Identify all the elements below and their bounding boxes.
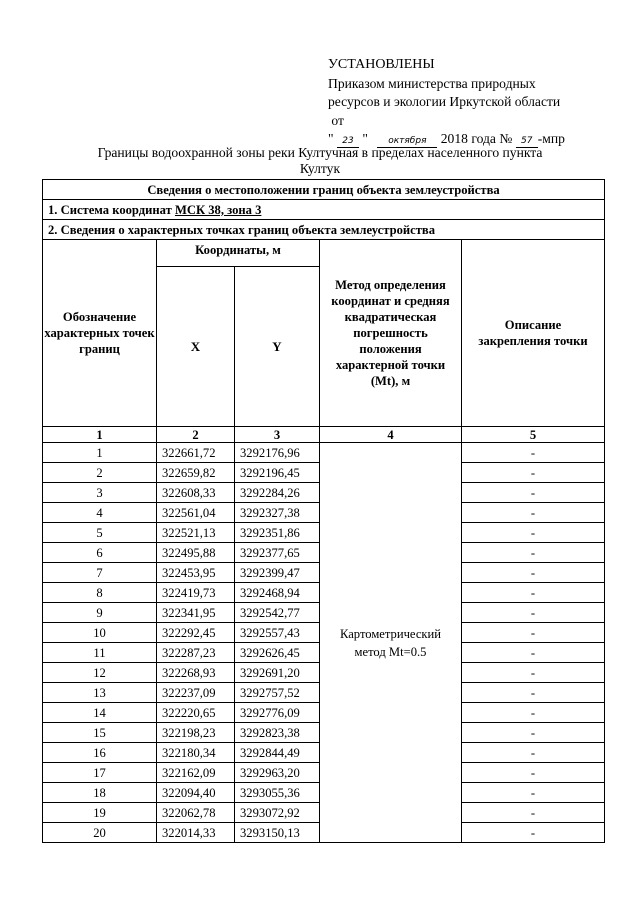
point-number: 7 bbox=[43, 563, 157, 583]
coordinate-x: 322062,78 bbox=[157, 803, 235, 823]
date-close-quote: " bbox=[362, 131, 368, 146]
document-title-line-1: Границы водоохранной зоны реки Култучная в пределах населенного пункта bbox=[97, 145, 543, 160]
coordinate-x: 322495,88 bbox=[157, 543, 235, 563]
point-description: - bbox=[462, 783, 605, 803]
document-title-line-2: Култук bbox=[299, 161, 341, 176]
point-number: 17 bbox=[43, 763, 157, 783]
coordinate-y: 3293072,92 bbox=[235, 803, 320, 823]
coordinate-y: 3292351,86 bbox=[235, 523, 320, 543]
table-row bbox=[43, 443, 605, 463]
point-number: 1 bbox=[43, 443, 157, 463]
point-description: - bbox=[462, 623, 605, 643]
section-1-coordinate-system bbox=[43, 200, 605, 220]
method-cell bbox=[320, 443, 462, 843]
point-number: 14 bbox=[43, 703, 157, 723]
point-number: 6 bbox=[43, 543, 157, 563]
coordinate-y: 3292284,26 bbox=[235, 483, 320, 503]
document-title bbox=[40, 145, 600, 177]
approval-line-2: ресурсов и экологии Иркутской области bbox=[328, 94, 561, 109]
coordinate-y: 3292377,65 bbox=[235, 543, 320, 563]
coordinate-y: 3292542,77 bbox=[235, 603, 320, 623]
point-number: 9 bbox=[43, 603, 157, 623]
point-description: - bbox=[462, 643, 605, 663]
column-number: 4 bbox=[320, 427, 462, 443]
coordinate-x: 322521,13 bbox=[157, 523, 235, 543]
header-description: Описание закрепления точки bbox=[462, 240, 605, 427]
coordinate-x: 322094,40 bbox=[157, 783, 235, 803]
section-main-title: Сведения о местоположении границ объекта землеустройства bbox=[43, 180, 605, 200]
approval-block bbox=[328, 56, 628, 149]
handwritten-month: октября bbox=[377, 135, 437, 148]
coordinate-y: 3292557,43 bbox=[235, 623, 320, 643]
point-number: 8 bbox=[43, 583, 157, 603]
point-description: - bbox=[462, 663, 605, 683]
coordinate-x: 322268,93 bbox=[157, 663, 235, 683]
coordinate-y: 3292844,49 bbox=[235, 743, 320, 763]
coordinate-x: 322419,73 bbox=[157, 583, 235, 603]
method-value-line-1: Картометрический bbox=[339, 626, 442, 641]
coordinate-y: 3292963,20 bbox=[235, 763, 320, 783]
header-x: X bbox=[157, 267, 235, 427]
header-y: Y bbox=[235, 267, 320, 427]
coordinate-x: 322014,33 bbox=[157, 823, 235, 843]
coordinate-x: 322220,65 bbox=[157, 703, 235, 723]
date-year-text: 2018 года № bbox=[440, 131, 513, 146]
point-description: - bbox=[462, 743, 605, 763]
coordinate-x: 322561,04 bbox=[157, 503, 235, 523]
point-description: - bbox=[462, 683, 605, 703]
coordinate-y: 3292468,94 bbox=[235, 583, 320, 603]
coordinate-y: 3292757,52 bbox=[235, 683, 320, 703]
point-number: 3 bbox=[43, 483, 157, 503]
coordinate-x: 322341,95 bbox=[157, 603, 235, 623]
point-description: - bbox=[462, 483, 605, 503]
point-description: - bbox=[462, 583, 605, 603]
date-open-quote: " bbox=[328, 131, 334, 146]
point-description: - bbox=[462, 603, 605, 623]
column-number: 1 bbox=[43, 427, 157, 443]
point-number: 11 bbox=[43, 643, 157, 663]
header-method: Метод определения координат и средняя квадратическая погрешность положения характерной точки (Mt), м bbox=[320, 240, 462, 427]
point-description: - bbox=[462, 723, 605, 743]
point-number: 18 bbox=[43, 783, 157, 803]
point-number: 16 bbox=[43, 743, 157, 763]
coordinate-y: 3292196,45 bbox=[235, 463, 320, 483]
coordinate-x: 322292,45 bbox=[157, 623, 235, 643]
point-description: - bbox=[462, 763, 605, 783]
point-number: 12 bbox=[43, 663, 157, 683]
coordinate-y: 3292399,47 bbox=[235, 563, 320, 583]
coordinate-y: 3293055,36 bbox=[235, 783, 320, 803]
point-description: - bbox=[462, 823, 605, 843]
coordinate-y: 3292691,20 bbox=[235, 663, 320, 683]
coordinate-y: 3292776,09 bbox=[235, 703, 320, 723]
point-description: - bbox=[462, 563, 605, 583]
handwritten-day: 23 bbox=[337, 135, 359, 148]
handwritten-number: 57 bbox=[516, 135, 538, 148]
point-number: 2 bbox=[43, 463, 157, 483]
point-number: 4 bbox=[43, 503, 157, 523]
coordinate-x: 322661,72 bbox=[157, 443, 235, 463]
coordinate-x: 322180,34 bbox=[157, 743, 235, 763]
point-description: - bbox=[462, 463, 605, 483]
coordinate-y: 3293150,13 bbox=[235, 823, 320, 843]
coordinate-y: 3292626,45 bbox=[235, 643, 320, 663]
method-value-line-2: метод Mt=0.5 bbox=[354, 644, 427, 659]
section-2-points: 2. Сведения о характерных точках границ объекта землеустройства bbox=[43, 220, 605, 240]
point-description: - bbox=[462, 703, 605, 723]
header-coordinates: Координаты, м bbox=[157, 240, 320, 267]
coordinate-x: 322659,82 bbox=[157, 463, 235, 483]
coordinate-y: 3292823,38 bbox=[235, 723, 320, 743]
coordinate-x: 322608,33 bbox=[157, 483, 235, 503]
point-description: - bbox=[462, 443, 605, 463]
header-designation: Обозначение характерных точек границ bbox=[43, 240, 157, 427]
coordinate-x: 322287,23 bbox=[157, 643, 235, 663]
point-number: 19 bbox=[43, 803, 157, 823]
approval-from: от bbox=[331, 112, 344, 128]
approval-line-1: Приказом министерства природных bbox=[328, 75, 536, 91]
approval-title: УСТАНОВЛЕНЫ bbox=[328, 57, 435, 72]
section-1-prefix: 1. Система координат bbox=[48, 202, 175, 217]
coordinate-x: 322237,09 bbox=[157, 683, 235, 703]
coordinate-x: 322453,95 bbox=[157, 563, 235, 583]
column-number: 5 bbox=[462, 427, 605, 443]
column-number: 3 bbox=[235, 427, 320, 443]
point-number: 10 bbox=[43, 623, 157, 643]
point-number: 15 bbox=[43, 723, 157, 743]
coordinate-x: 322162,09 bbox=[157, 763, 235, 783]
point-number: 5 bbox=[43, 523, 157, 543]
coordinate-y: 3292176,96 bbox=[235, 443, 320, 463]
point-description: - bbox=[462, 543, 605, 563]
order-suffix: -мпр bbox=[537, 131, 565, 146]
column-numbers-row bbox=[43, 427, 605, 443]
point-number: 20 bbox=[43, 823, 157, 843]
point-description: - bbox=[462, 503, 605, 523]
approval-line-3 bbox=[328, 112, 628, 131]
coordinates-table bbox=[42, 179, 605, 843]
point-description: - bbox=[462, 523, 605, 543]
point-description: - bbox=[462, 803, 605, 823]
coordinate-y: 3292327,38 bbox=[235, 503, 320, 523]
point-number: 13 bbox=[43, 683, 157, 703]
coordinate-x: 322198,23 bbox=[157, 723, 235, 743]
column-number: 2 bbox=[157, 427, 235, 443]
section-1-value: МСК 38, зона 3 bbox=[174, 202, 262, 217]
